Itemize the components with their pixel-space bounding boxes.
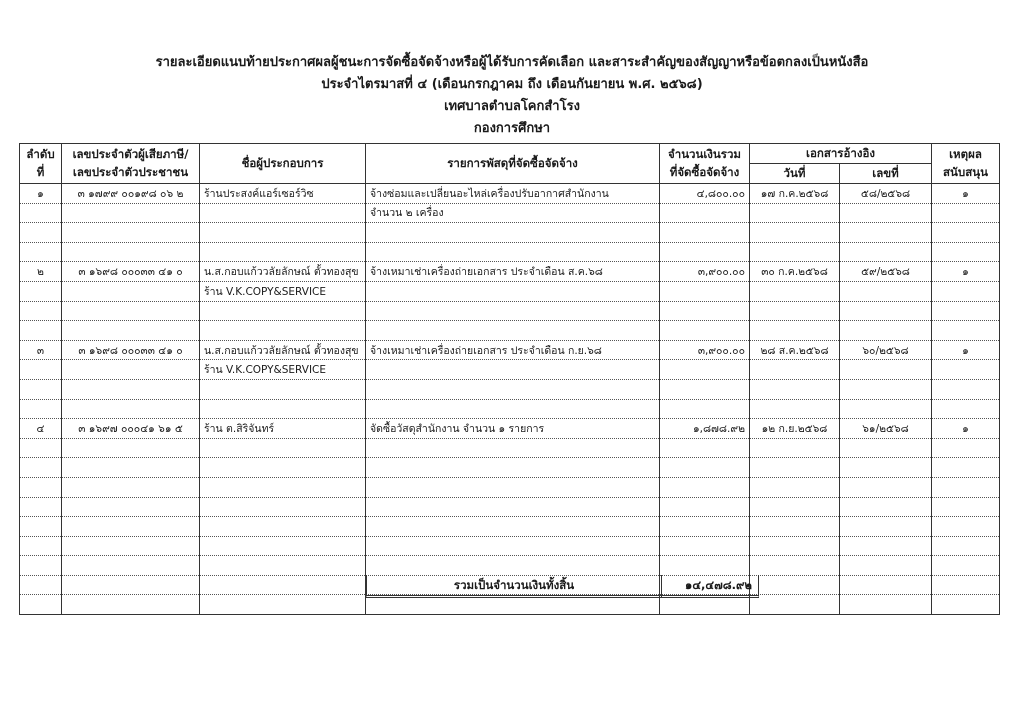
table-row [20,497,1000,517]
table-row [20,360,1000,380]
cell-ref-no: ๕๙/๒๕๖๘ [840,262,932,282]
cell-vendor [200,595,366,615]
cell-item [366,223,660,243]
table-row [20,321,1000,341]
cell-taxid [62,223,200,243]
cell-taxid [62,595,200,615]
cell-reason [932,536,1000,556]
table-row [20,203,1000,223]
cell-no [20,556,62,576]
cell-vendor: ร้าน ต.สิริจันทร์ [200,419,366,439]
table-row [20,184,1000,204]
cell-reason [932,438,1000,458]
cell-ref-no: ๖๑/๒๕๖๘ [840,419,932,439]
cell-ref-date [750,301,840,321]
cell-amount [660,399,750,419]
table-row [20,281,1000,301]
cell-no [20,360,62,380]
table-row [20,536,1000,556]
cell-no [20,242,62,262]
cell-item [366,497,660,517]
cell-ref-date [750,360,840,380]
cell-vendor [200,399,366,419]
cell-amount [660,477,750,497]
cell-reason [932,458,1000,478]
cell-reason [932,203,1000,223]
cell-taxid [62,242,200,262]
table-row [20,419,1000,439]
cell-amount: ๓,๙๐๐.๐๐ [660,262,750,282]
cell-vendor [200,536,366,556]
cell-reason [932,477,1000,497]
cell-ref-date [750,556,840,576]
cell-amount [660,497,750,517]
cell-ref-no [840,517,932,537]
cell-reason: ๑ [932,419,1000,439]
cell-vendor: ร้าน V.K.COPY&SERVICE [200,360,366,380]
cell-reason [932,379,1000,399]
document-subtitle-quarter: ประจำไตรมาสที่ ๔ (เดือนกรกฎาคม ถึง เดือนกันยายน พ.ศ. ๒๕๖๘) [321,77,703,92]
cell-ref-no [840,497,932,517]
cell-amount [660,438,750,458]
cell-no [20,575,62,595]
cell-item: จ้างเหมาเช่าเครื่องถ่ายเอกสาร ประจำเดือน ก.ย.๖๘ [366,340,660,360]
header-reason: เหตุผล สนับสนุน [932,144,1000,184]
cell-no [20,223,62,243]
cell-ref-date [750,203,840,223]
division-name: กองการศึกษา [473,121,551,136]
cell-item [366,438,660,458]
cell-ref-date: ๑๒ ก.ย.๒๕๖๘ [750,419,840,439]
cell-no [20,321,62,341]
cell-no [20,477,62,497]
table-row [20,242,1000,262]
cell-ref-date [750,321,840,341]
procurement-table-body [20,184,1000,615]
cell-no [20,497,62,517]
cell-ref-no [840,379,932,399]
table-row [20,379,1000,399]
cell-ref-date [750,223,840,243]
cell-amount [660,458,750,478]
cell-taxid: ๓ ๑๖๙๘ ๐๐๐๓๓ ๔๑ ๐ [62,262,200,282]
cell-item: จ้างเหมาเช่าเครื่องถ่ายเอกสาร ประจำเดือน ส.ค.๖๘ [366,262,660,282]
cell-no [20,536,62,556]
cell-no [20,281,62,301]
cell-ref-date: ๒๘ ส.ค.๒๕๖๘ [750,340,840,360]
procurement-table [19,143,1000,615]
table-row [20,517,1000,537]
cell-taxid [62,536,200,556]
cell-reason [932,556,1000,576]
cell-ref-no [840,477,932,497]
cell-item: จัดซื้อวัสดุสำนักงาน จำนวน ๑ รายการ [366,419,660,439]
table-row [20,556,1000,576]
cell-ref-date [750,281,840,301]
cell-ref-date: ๑๗ ก.ค.๒๕๖๘ [750,184,840,204]
cell-amount [660,360,750,380]
table-row [20,301,1000,321]
cell-item [366,536,660,556]
cell-amount [660,242,750,262]
cell-item [366,477,660,497]
cell-ref-no [840,536,932,556]
cell-vendor [200,379,366,399]
cell-vendor [200,497,366,517]
cell-vendor [200,438,366,458]
cell-no [20,379,62,399]
cell-taxid [62,458,200,478]
cell-vendor [200,223,366,243]
cell-no [20,438,62,458]
cell-vendor [200,517,366,537]
cell-reason [932,517,1000,537]
cell-reason [932,575,1000,595]
cell-ref-no [840,595,932,615]
table-row [20,223,1000,243]
cell-reason: ๑ [932,340,1000,360]
cell-no: ๔ [20,419,62,439]
cell-ref-no [840,556,932,576]
table-row [20,477,1000,497]
cell-vendor: ร้านประสงค์แอร์เซอร์วิซ [200,184,366,204]
cell-taxid [62,321,200,341]
cell-ref-no [840,360,932,380]
cell-amount [660,223,750,243]
cell-vendor [200,301,366,321]
cell-ref-date [750,379,840,399]
cell-ref-date [750,242,840,262]
cell-item: จำนวน ๒ เครื่อง [366,203,660,223]
cell-taxid [62,497,200,517]
cell-ref-date [750,458,840,478]
cell-vendor: ร้าน V.K.COPY&SERVICE [200,281,366,301]
header-taxid: เลขประจำตัวผู้เสียภาษี/ เลขประจำตัวประชาชน [62,144,200,184]
cell-ref-no [840,321,932,341]
cell-no [20,203,62,223]
cell-no [20,517,62,537]
cell-item [366,517,660,537]
cell-item [366,360,660,380]
header-no: ลำดับ ที่ [20,144,62,184]
cell-no: ๒ [20,262,62,282]
cell-taxid [62,301,200,321]
header-amount: จำนวนเงินรวม ที่จัดซื้อจัดจ้าง [660,144,750,184]
cell-ref-no [840,203,932,223]
cell-ref-no [840,575,932,595]
table-row [20,262,1000,282]
table-row [20,438,1000,458]
cell-item [366,242,660,262]
cell-taxid [62,379,200,399]
cell-reason [932,360,1000,380]
cell-ref-date [750,399,840,419]
cell-amount: ๑,๘๗๘.๙๒ [660,419,750,439]
cell-ref-no [840,438,932,458]
cell-ref-date [750,536,840,556]
cell-reason [932,242,1000,262]
cell-taxid [62,360,200,380]
cell-no: ๑ [20,184,62,204]
cell-ref-no: ๖๐/๒๕๖๘ [840,340,932,360]
cell-reason [932,497,1000,517]
cell-ref-date [750,497,840,517]
cell-vendor [200,575,366,595]
cell-no [20,458,62,478]
cell-ref-no: ๕๘/๒๕๖๘ [840,184,932,204]
cell-ref-no [840,458,932,478]
cell-amount [660,301,750,321]
cell-amount [660,281,750,301]
cell-item: จ้างซ่อมและเปลี่ยนอะไหล่เครื่องปรับอากาศสำนักงาน [366,184,660,204]
cell-ref-date [750,575,840,595]
cell-reason: ๑ [932,262,1000,282]
cell-amount: ๓,๙๐๐.๐๐ [660,340,750,360]
cell-no [20,301,62,321]
cell-vendor [200,242,366,262]
cell-vendor [200,556,366,576]
cell-amount [660,556,750,576]
cell-taxid [62,399,200,419]
cell-taxid [62,517,200,537]
cell-item [366,399,660,419]
total-label: รวมเป็นจำนวนเงินทั้งสิ้น [366,575,662,598]
cell-taxid [62,556,200,576]
cell-ref-no [840,281,932,301]
table-row [20,399,1000,419]
cell-no: ๓ [20,340,62,360]
cell-ref-date [750,438,840,458]
cell-taxid: ๓ ๑๖๙๗ ๐๐๐๔๑ ๖๑ ๕ [62,419,200,439]
cell-taxid [62,203,200,223]
table-row [20,340,1000,360]
cell-vendor: น.ส.กอบแก้ววลัยลักษณ์ ตั้วทองสุข [200,262,366,282]
cell-ref-no [840,223,932,243]
cell-vendor [200,458,366,478]
cell-ref-no [840,399,932,419]
cell-item [366,379,660,399]
cell-reason [932,321,1000,341]
cell-taxid: ๓ ๑๗๙๙ ๐๐๑๙๘ ๐๖ ๒ [62,184,200,204]
cell-no [20,595,62,615]
cell-reason: ๑ [932,184,1000,204]
cell-item [366,458,660,478]
cell-taxid: ๓ ๑๖๙๘ ๐๐๐๓๓ ๔๑ ๐ [62,340,200,360]
cell-item [366,321,660,341]
cell-taxid [62,575,200,595]
cell-ref-date: ๓๐ ก.ค.๒๕๖๘ [750,262,840,282]
cell-taxid [62,281,200,301]
document-title: รายละเอียดแนบท้ายประกาศผลผู้ชนะการจัดซื้อจัดจ้างหรือผู้ได้รับการคัดเลือก และสาระสำคัญของสัญญาหรือข้อตกลงเป็นหนังสือ [155,55,869,70]
cell-item [366,281,660,301]
cell-vendor [200,321,366,341]
cell-no [20,399,62,419]
cell-reason [932,595,1000,615]
cell-amount [660,517,750,537]
cell-taxid [62,438,200,458]
cell-vendor: น.ส.กอบแก้ววลัยลักษณ์ ตั้วทองสุข [200,340,366,360]
organization-name: เทศบาลตำบลโคกสำโรง [444,99,580,114]
cell-ref-date [750,517,840,537]
cell-amount [660,203,750,223]
cell-vendor [200,203,366,223]
cell-amount [660,536,750,556]
cell-reason [932,223,1000,243]
header-item: รายการพัสดุที่จัดซื้อจัดจ้าง [366,144,660,184]
cell-taxid [62,477,200,497]
header-reference-docs: เอกสารอ้างอิง [750,144,932,164]
header-ref-date: วันที่ [750,164,840,184]
cell-amount [660,321,750,341]
cell-reason [932,301,1000,321]
cell-vendor [200,477,366,497]
cell-ref-no [840,242,932,262]
header-ref-no: เลขที่ [840,164,932,184]
cell-ref-date [750,477,840,497]
header-vendor: ชื่อผู้ประกอบการ [200,144,366,184]
cell-reason [932,399,1000,419]
table-row [20,458,1000,478]
cell-item [366,556,660,576]
cell-ref-no [840,301,932,321]
cell-ref-date [750,595,840,615]
total-amount: ๑๔,๔๗๘.๙๒ [661,575,759,598]
cell-item [366,301,660,321]
cell-amount [660,379,750,399]
cell-reason [932,281,1000,301]
cell-amount: ๔,๘๐๐.๐๐ [660,184,750,204]
